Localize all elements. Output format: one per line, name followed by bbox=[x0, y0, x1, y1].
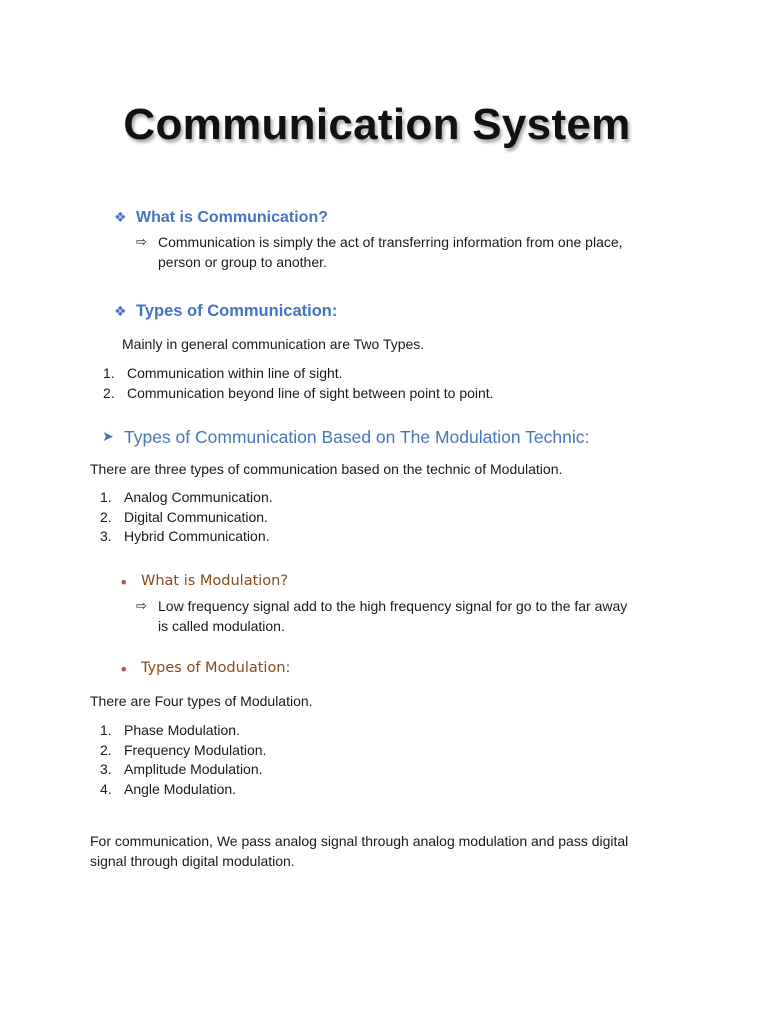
round-bullet-icon: • bbox=[119, 573, 129, 592]
definition-line: person or group to another. bbox=[158, 254, 327, 270]
modulation-count-intro: There are Four types of Modulation. bbox=[90, 693, 313, 709]
list-item: 2. Frequency Modulation. bbox=[100, 741, 267, 758]
definition-line: is called modulation. bbox=[158, 618, 285, 634]
heading-modulation-technic bbox=[102, 427, 590, 448]
definition-communication bbox=[136, 232, 623, 272]
types-intro: Mainly in general communication are Two Types. bbox=[122, 336, 425, 352]
heading-text: Types of Modulation: bbox=[141, 660, 291, 676]
heading-what-is-communication bbox=[114, 209, 328, 227]
list-item: 2. Communication beyond line of sight between point to point. bbox=[103, 384, 494, 401]
list-item: 1. Communication within line of sight. bbox=[103, 365, 343, 381]
four-diamond-bullet-icon: ❖ bbox=[114, 303, 127, 319]
definition-modulation bbox=[136, 596, 628, 636]
heading-what-is-modulation bbox=[119, 573, 289, 592]
outline-right-arrow-icon: ⇨ bbox=[136, 598, 147, 613]
page-title: Communication System bbox=[123, 100, 631, 149]
definition-line: Low frequency signal add to the high frequency signal for go to the far away bbox=[158, 598, 628, 614]
list-item: 2. Digital Communication. bbox=[100, 508, 268, 525]
list-item: 3. Hybrid Communication. bbox=[100, 528, 270, 545]
arrowhead-bullet-icon: ➤ bbox=[102, 428, 114, 444]
heading-types-of-modulation bbox=[119, 660, 291, 679]
closing-line: For communication, We pass analog signal through analog modulation and pass digital bbox=[90, 833, 629, 849]
heading-text: What is Modulation? bbox=[141, 573, 289, 589]
round-bullet-icon: • bbox=[119, 660, 129, 679]
list-item: 4. Angle Modulation. bbox=[100, 781, 237, 798]
heading-types-of-communication bbox=[114, 302, 337, 321]
heading-text: Types of Communication: bbox=[136, 302, 338, 320]
list-item: 1. Analog Communication. bbox=[100, 489, 273, 505]
closing-line: signal through digital modulation. bbox=[90, 853, 295, 869]
list-item: 3. Amplitude Modulation. bbox=[100, 761, 263, 778]
definition-line: Communication is simply the act of transferring information from one place, bbox=[158, 234, 623, 250]
modulation-types-intro: There are three types of communication based on the technic of Modulation. bbox=[90, 461, 563, 477]
closing-paragraph bbox=[90, 831, 628, 871]
four-diamond-bullet-icon: ❖ bbox=[114, 209, 127, 225]
list-item: 1. Phase Modulation. bbox=[100, 722, 240, 738]
outline-right-arrow-icon: ⇨ bbox=[136, 234, 147, 249]
heading-text: Types of Communication Based on The Modulation Technic: bbox=[124, 427, 590, 447]
communication-types-list bbox=[100, 488, 273, 547]
types-list bbox=[103, 364, 494, 403]
modulation-types-list bbox=[100, 721, 267, 800]
heading-text: What is Communication? bbox=[136, 209, 328, 226]
